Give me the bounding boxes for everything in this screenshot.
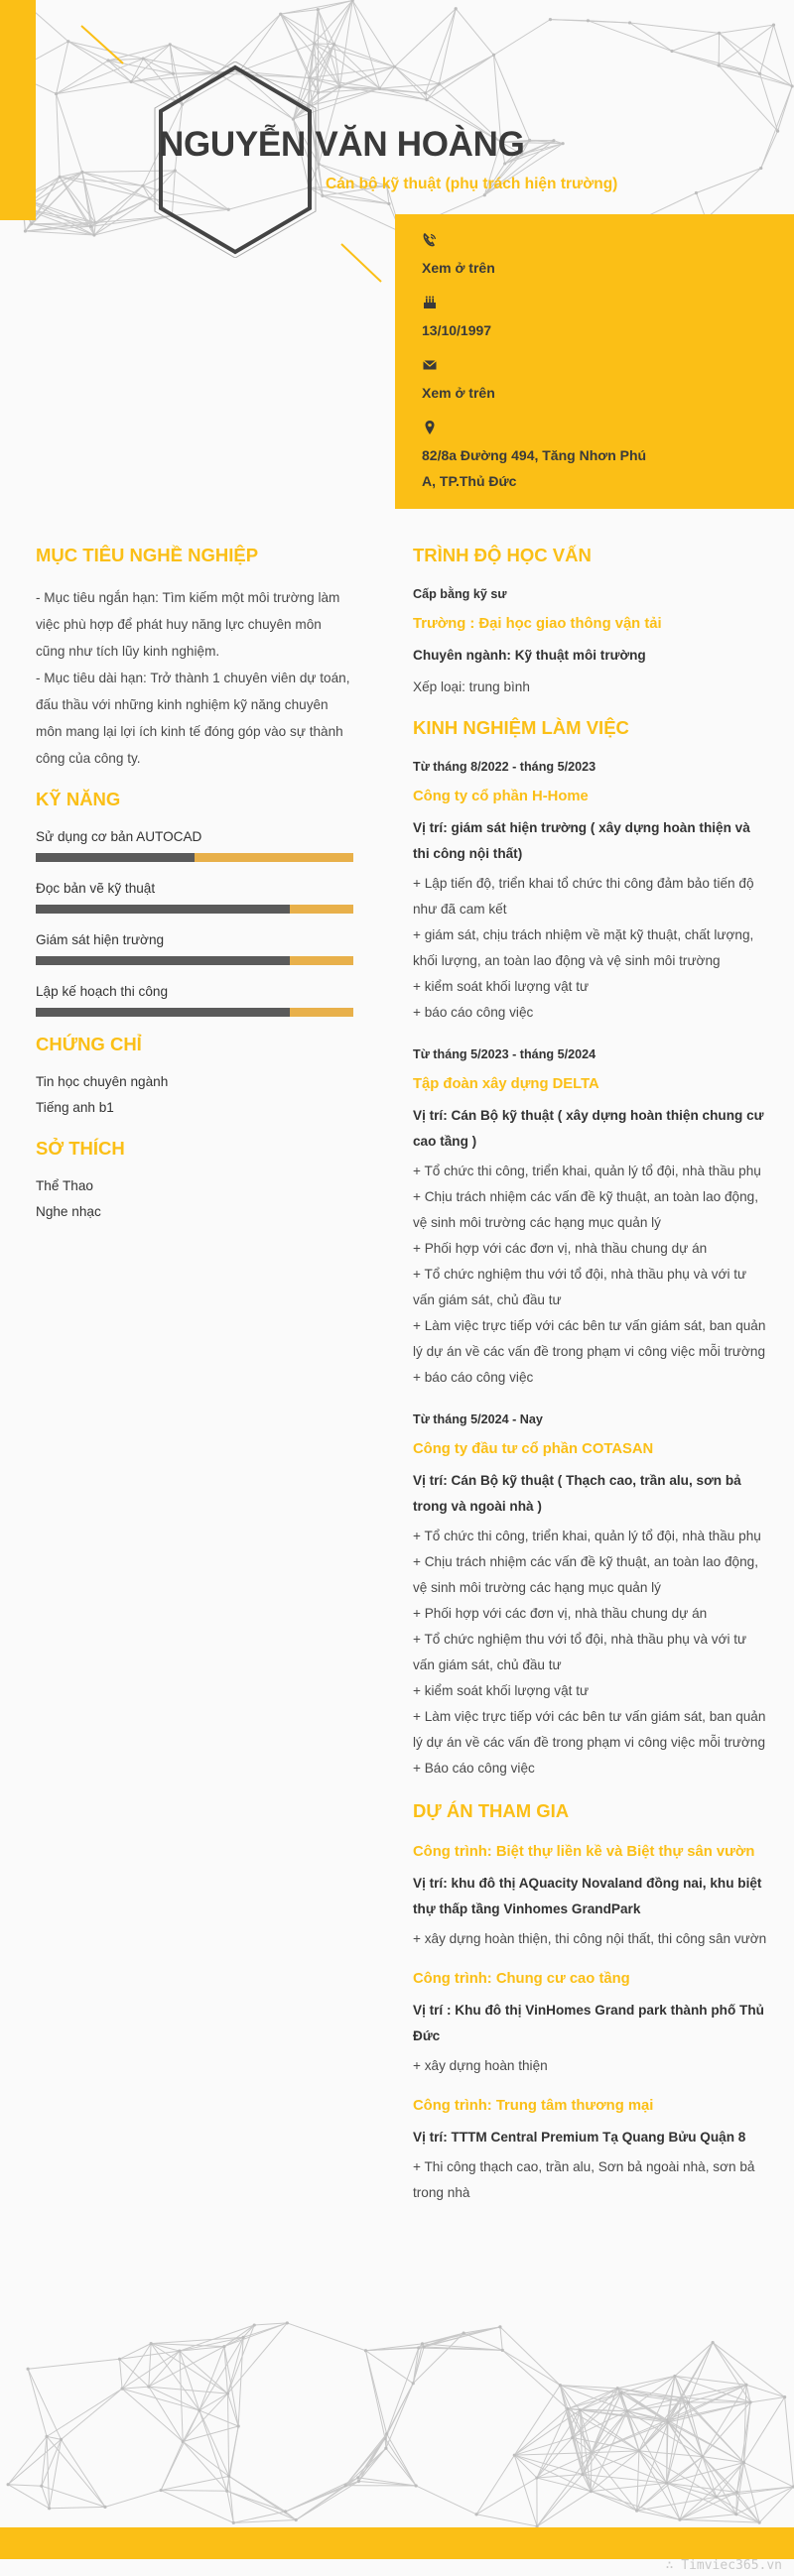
hobbies-list — [36, 1173, 353, 1225]
education-degree: Cấp bằng kỹ sư — [413, 587, 507, 601]
job-entry — [413, 1043, 770, 1391]
project-entry — [413, 2093, 770, 2206]
watermark-text: Timviec365.vn — [681, 2558, 782, 2573]
project-name: Công trình: Biệt thự liền kề và Biệt thự sân vườn — [413, 1844, 755, 1860]
job-duty: + báo cáo công việc — [413, 1005, 534, 1020]
job-position: Vị trí: Cán Bộ kỹ thuật ( Thạch cao, trần alu, sơn bả trong và ngoài nhà ) — [413, 1473, 741, 1514]
skill-label: Lập kế hoạch thi công — [36, 984, 169, 999]
candidate-name: NGUYỄN VĂN HOÀNG — [159, 125, 525, 164]
contact-address — [422, 420, 794, 494]
certificates-list — [36, 1069, 353, 1121]
header-accent-bar — [0, 0, 36, 220]
left-column — [36, 544, 353, 1225]
skill-item — [36, 826, 353, 862]
job-duty: + kiểm soát khối lượng vật tư — [413, 1683, 590, 1698]
contact-email — [422, 357, 794, 406]
decorative-stroke — [79, 24, 129, 67]
project-task: + Thi công thạch cao, trần alu, Sơn bả ngoài nhà, sơn bả trong nhà — [413, 2159, 755, 2200]
project-position: Vị trí: TTTM Central Premium Tạ Quang Bửu Quận 8 — [413, 2130, 746, 2145]
skills-list — [36, 826, 353, 1017]
certificates-title: CHỨNG CHỈ — [36, 1034, 142, 1054]
contact-box — [395, 214, 794, 509]
objective-title: MỤC TIÊU NGHỀ NGHIỆP — [36, 545, 259, 565]
job-period: Từ tháng 8/2022 - tháng 5/2023 — [413, 760, 596, 774]
certificate-item: Tiếng anh b1 — [36, 1100, 114, 1115]
skill-label: Sử dụng cơ bản AUTOCAD — [36, 829, 202, 844]
project-name: Công trình: Trung tâm thương mại — [413, 2098, 654, 2114]
skill-item — [36, 929, 353, 965]
projects-list — [413, 1839, 770, 2206]
job-position: Vị trí: Cán Bộ kỹ thuật ( xây dựng hoàn thiện chung cư cao tầng ) — [413, 1108, 764, 1149]
project-task: + xây dựng hoàn thiện — [413, 2058, 548, 2073]
job-duty: + báo cáo công việc — [413, 1370, 534, 1385]
experience-title: KINH NGHIỆM LÀM VIỆC — [413, 717, 629, 738]
contact-birthday-text: 13/10/1997 — [422, 322, 492, 338]
experience-list — [413, 756, 770, 1781]
job-company: Tập đoàn xây dựng DELTA — [413, 1076, 599, 1092]
job-duty: + Tổ chức thi công, triển khai, quản lý tổ đội, nhà thầu phụ — [413, 1529, 761, 1543]
objective-text: - Mục tiêu ngắn hạn: Tìm kiếm một môi trường làm việc phù hợp để phát huy năng lực chuyên môn cũng như tích lũy kinh nghiệm. - Mục tiêu dài hạn: Trở thành 1 chuyên viên dự toán, đấu thầu với những kinh nghiệm kỹ năng chuyên môn mang lại lợi ích kinh tế đóng góp vào sự thành công của công ty. — [36, 590, 350, 766]
job-duty: + Làm việc trực tiếp với các bên tư vấn giám sát, ban quản lý dự án về các vấn đề trong phạm vi công việc mỗi trường — [413, 1709, 766, 1750]
job-duty: + Lập tiến độ, triển khai tổ chức thi công đảm bảo tiến độ như đã cam kết — [413, 876, 754, 917]
decorative-stroke — [339, 242, 385, 288]
job-duty: + Làm việc trực tiếp với các bên tư vấn giám sát, ban quản lý dự án về các vấn đề trong phạm vi công việc mỗi trường — [413, 1318, 766, 1359]
envelope-icon — [422, 357, 438, 373]
job-company: Công ty cổ phần H-Home — [413, 789, 589, 804]
map-marker-icon — [422, 420, 438, 435]
project-task: + xây dựng hoàn thiện, thi công nội thất, thi công sân vườn — [413, 1931, 767, 1946]
skill-label: Đọc bản vẽ kỹ thuật — [36, 881, 156, 896]
hobby-item: Nghe nhạc — [36, 1204, 101, 1219]
footer-accent-bar — [0, 2527, 794, 2559]
phone-icon — [422, 232, 438, 248]
job-duty: + Phối hợp với các đơn vị, nhà thầu chung dự án — [413, 1241, 708, 1256]
skill-item — [36, 878, 353, 914]
job-period: Từ tháng 5/2024 - Nay — [413, 1412, 543, 1426]
hobby-item: Thể Thao — [36, 1178, 93, 1193]
contact-email-text: Xem ở trên — [422, 385, 495, 401]
contact-phone — [422, 232, 794, 281]
project-position: Vị trí : Khu đô thị VinHomes Grand park thành phố Thủ Đức — [413, 2003, 764, 2043]
contact-address-text: 82/8a Đường 494, Tăng Nhơn Phú A, TP.Thủ Đức — [422, 447, 647, 489]
skill-bar — [36, 905, 353, 914]
education-school: Trường : Đại học giao thông vận tải — [413, 616, 662, 632]
skill-item — [36, 981, 353, 1017]
job-period: Từ tháng 5/2023 - tháng 5/2024 — [413, 1047, 596, 1061]
project-name: Công trình: Chung cư cao tầng — [413, 1971, 630, 1987]
birthday-cake-icon — [422, 295, 438, 310]
education-title: TRÌNH ĐỘ HỌC VẤN — [413, 545, 592, 565]
job-duty: + kiểm soát khối lượng vật tư — [413, 979, 590, 994]
project-position: Vị trí: khu đô thị AQuacity Novaland đồng nai, khu biệt thự thấp tầng Vinhomes GrandPark — [413, 1876, 762, 1916]
education-rank: Xếp loại: trung bình — [413, 679, 530, 694]
job-duty: + Tổ chức nghiệm thu với tổ đội, nhà thầu phụ và với tư vấn giám sát, chủ đầu tư — [413, 1632, 747, 1672]
education-major: Chuyên ngành: Kỹ thuật môi trường — [413, 648, 646, 663]
skill-bar — [36, 853, 353, 862]
job-position: Vị trí: giám sát hiện trường ( xây dựng hoàn thiện và thi công nội thất) — [413, 820, 750, 861]
job-title: Cán bộ kỹ thuật (phụ trách hiện trường) — [326, 176, 618, 192]
skill-bar — [36, 956, 353, 965]
job-entry — [413, 756, 770, 1026]
skill-bar-fill — [36, 905, 290, 914]
job-entry — [413, 1409, 770, 1781]
projects-title: DỰ ÁN THAM GIA — [413, 1800, 570, 1821]
skill-bar — [36, 1008, 353, 1017]
job-duty: + Phối hợp với các đơn vị, nhà thầu chung dự án — [413, 1606, 708, 1621]
job-company: Công ty đầu tư cổ phần COTASAN — [413, 1441, 654, 1457]
job-duty: + Tổ chức nghiệm thu với tổ đội, nhà thầu phụ và với tư vấn giám sát, chủ đầu tư — [413, 1267, 747, 1307]
project-entry — [413, 1966, 770, 2079]
right-column — [413, 544, 770, 2220]
background-network-bottom — [0, 2321, 794, 2529]
project-entry — [413, 1839, 770, 1952]
job-duty: + Chịu trách nhiệm các vấn đề kỹ thuật, an toàn lao động, vệ sinh môi trường các hạng mục quản lý — [413, 1189, 758, 1230]
contact-birthday — [422, 295, 794, 343]
skill-bar-fill — [36, 853, 195, 862]
contact-phone-text: Xem ở trên — [422, 260, 495, 276]
certificate-item: Tin học chuyên ngành — [36, 1074, 169, 1089]
skills-title: KỸ NĂNG — [36, 789, 121, 809]
skill-bar-fill — [36, 956, 290, 965]
job-duty: + Tổ chức thi công, triển khai, quản lý tổ đội, nhà thầu phụ — [413, 1164, 761, 1178]
hobbies-title: SỞ THÍCH — [36, 1138, 125, 1159]
job-duty: + Báo cáo công việc — [413, 1761, 535, 1776]
skill-label: Giám sát hiện trường — [36, 932, 165, 947]
job-duty: + Chịu trách nhiệm các vấn đề kỹ thuật, an toàn lao động, vệ sinh môi trường các hạng mục quản lý — [413, 1554, 758, 1595]
watermark: ∴ Timviec365.vn — [665, 2558, 782, 2573]
skill-bar-fill — [36, 1008, 290, 1017]
job-duty: + giám sát, chịu trách nhiệm về mặt kỹ thuật, chất lượng, khối lượng, an toàn lao động và vệ sinh môi trường — [413, 927, 754, 968]
